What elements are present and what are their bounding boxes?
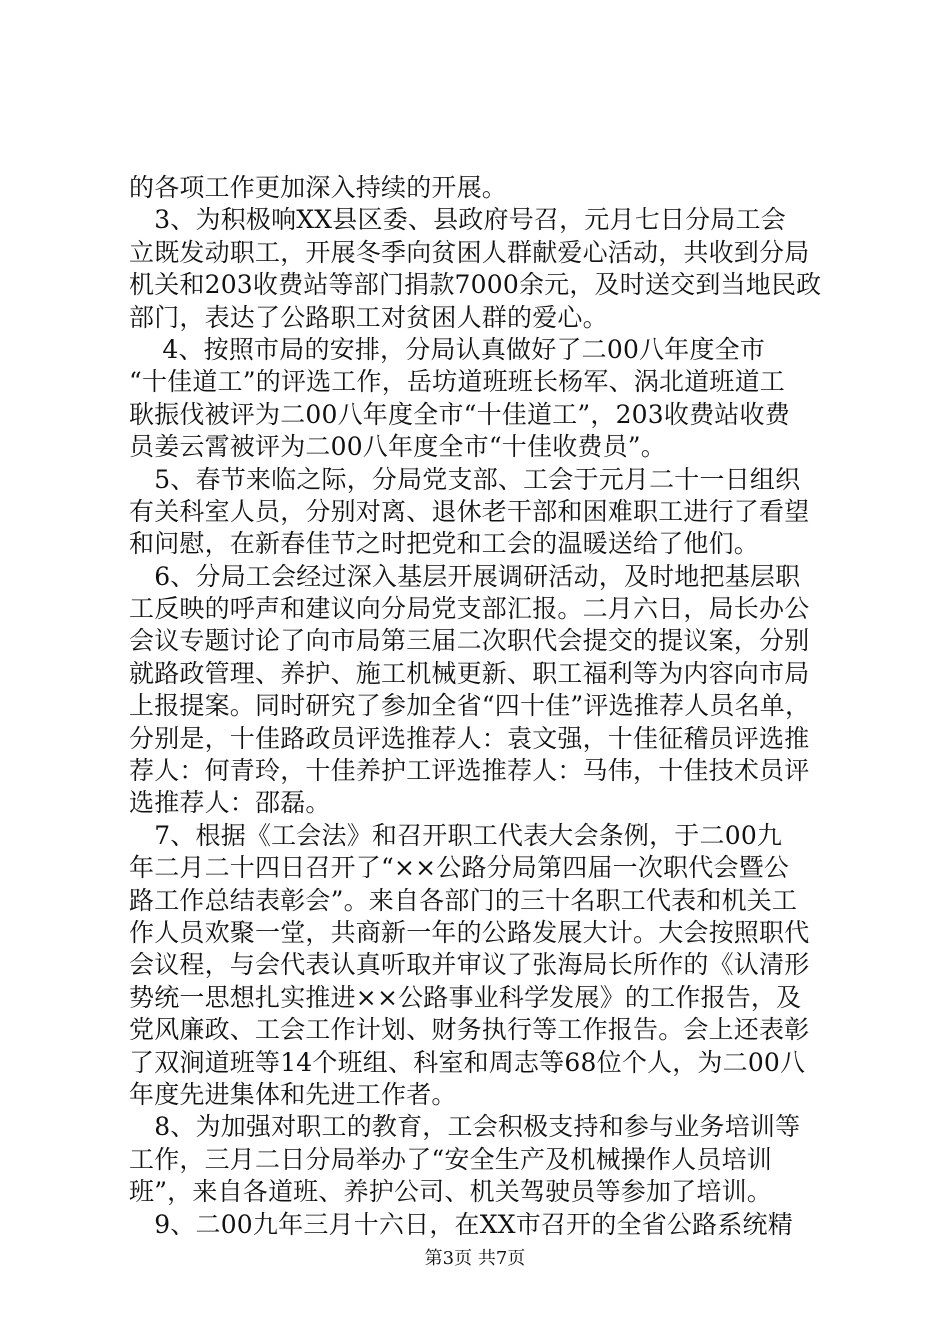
- text-line: 班”，来自各道班、养护公司、机关驾驶员等参加了培训。: [129, 1177, 772, 1207]
- text-line: 会议专题讨论了向市局第三届二次职代会提交的提议案，分别: [129, 626, 810, 656]
- text-line: 工作，三月二日分局举办了“安全生产及机械操作人员培训: [129, 1144, 772, 1174]
- text-line: 4、按照市局的安排，分局认真做好了二00八年度全市: [129, 334, 766, 364]
- text-line: 耿振伐被评为二00八年度全市“十佳道工”，203收费站收费: [129, 399, 790, 429]
- text-line: 会议程，与会代表认真听取并审议了张海局长所作的《认清形: [129, 950, 810, 980]
- text-line: 年二月二十四日召开了“××公路分局第四届一次职代会暨公: [129, 853, 790, 883]
- text-line: 荐人：何青玲，十佳养护工评选推荐人：马伟，十佳技术员评: [129, 756, 810, 786]
- text-line: 作人员欢聚一堂，共商新一年的公路发展大计。大会按照职代: [129, 917, 810, 947]
- text-line: 部门，表达了公路职工对贫困人群的爱心。: [129, 302, 608, 332]
- text-line: 就路政管理、养护、施工机械更新、职工福利等为内容向市局: [129, 658, 810, 688]
- text-line: 党风廉政、工会工作计划、财务执行等工作报告。会上还表彰: [129, 1015, 810, 1045]
- text-line: 上报提案。同时研究了参加全省“四十佳”评选推荐人员名单，: [129, 691, 811, 721]
- text-line: 3、为积极响XX县区委、县政府号召，元月七日分局工会: [129, 205, 786, 235]
- text-line: 9、二00九年三月十六日，在XX市召开的全省公路系统精: [129, 1209, 793, 1239]
- text-line: 6、分局工会经过深入基层开展调研活动，及时地把基层职: [129, 561, 801, 591]
- text-line: 工反映的呼声和建议向分局党支部汇报。二月六日，局长办公: [129, 594, 810, 624]
- text-line: 机关和203收费站等部门捐款7000余元，及时送交到当地民政: [129, 270, 822, 300]
- text-line: 5、春节来临之际，分局党支部、工会于元月二十一日组织: [129, 464, 801, 494]
- document-body: [129, 172, 841, 1241]
- text-line: 年度先进集体和先进工作者。: [129, 1079, 457, 1109]
- text-line: 的各项工作更加深入持续的开展。: [129, 173, 508, 202]
- text-line: 7、根据《工会法》和召开职工代表大会条例，于二00九: [129, 820, 783, 850]
- text-line: 路工作总结表彰会”。来自各部门的三十名职工代表和机关工: [129, 885, 798, 915]
- text-line: 选推荐人：邵磊。: [129, 788, 331, 818]
- text-line: 势统一思想扎实推进××公路事业科学发展》的工作报告，及: [129, 982, 802, 1012]
- text-line: 分别是，十佳路政员评选推荐人：袁文强，十佳征稽员评选推: [129, 723, 810, 753]
- text-line: 了双涧道班等14个班组、科室和周志等68位个人，为二00八: [129, 1047, 806, 1077]
- text-line: 和问慰，在新春佳节之时把党和工会的温暖送给了他们。: [129, 529, 760, 559]
- text-line: 有关科室人员，分别对离、退休老干部和困难职工进行了看望: [129, 496, 810, 526]
- text-line: “十佳道工”的评选工作，岳坊道班班长杨军、涡北道班道工: [129, 367, 785, 397]
- text-line: 8、为加强对职工的教育，工会积极支持和参与业务培训等: [129, 1112, 801, 1142]
- text-line: 员姜云霄被评为二00八年度全市“十佳收费员”。: [129, 432, 666, 462]
- page-number-footer: 第3页 共7页: [424, 1248, 526, 1269]
- text-line: 立既发动职工，开展冬季向贫困人群献爱心活动，共收到分局: [129, 237, 810, 267]
